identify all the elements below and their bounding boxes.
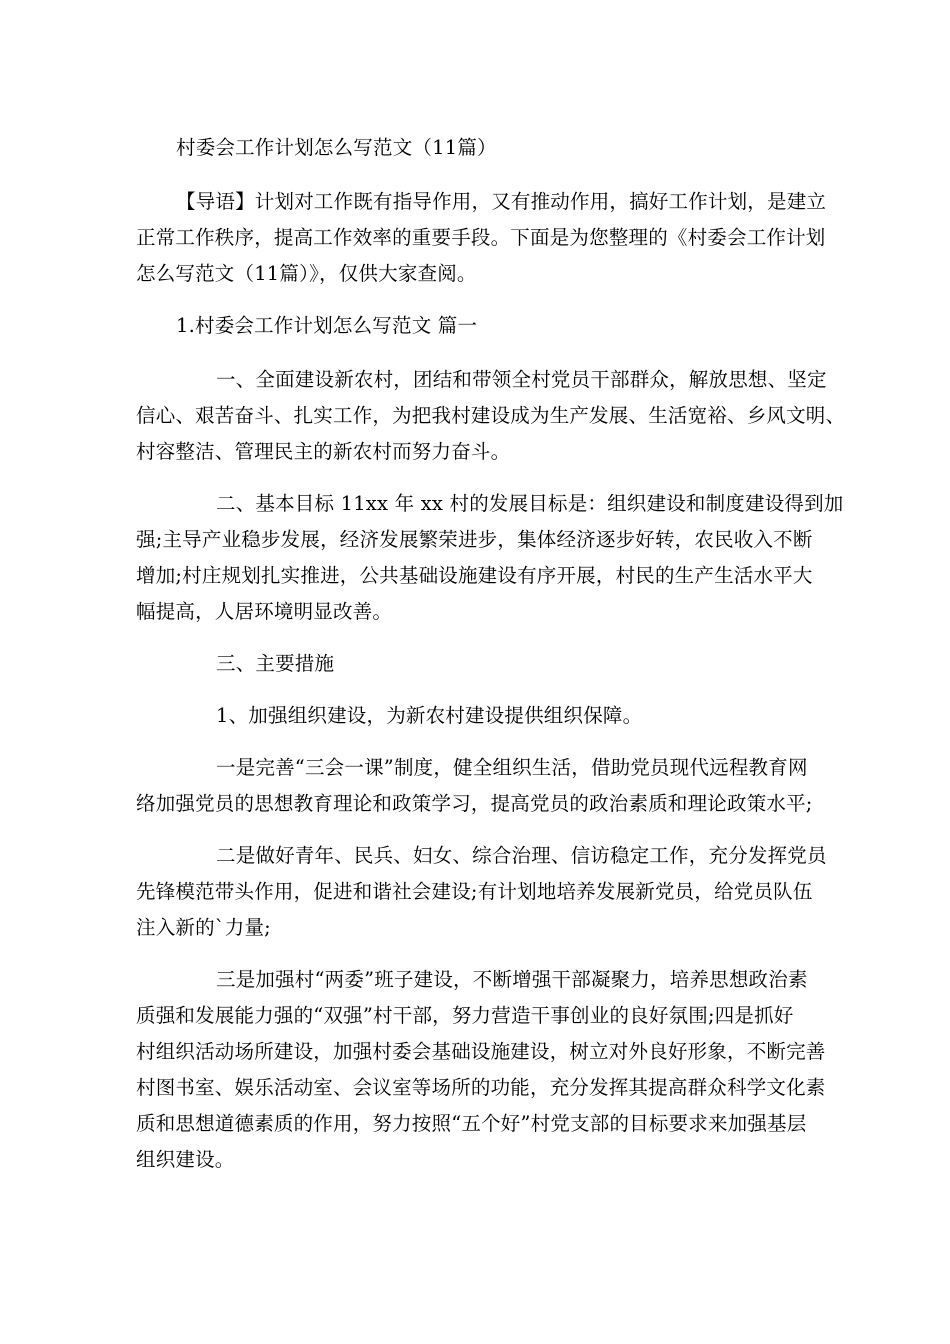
document-title: 村委会工作计划怎么写范文（11篇） [176,136,497,159]
paragraph-line: 1、加强组织建设，为新农村建设提供组织保障。 [216,704,643,727]
paragraph-line: 增加;村庄规划扎实推进，公共基础设施建设有序开展，村民的生产生活水平大 [136,564,813,587]
section-heading: 1.村委会工作计划怎么写范文 篇一 [176,314,478,337]
paragraph-line: 信心、艰苦奋斗、扎实工作，为把我村建设成为生产发展、生活宽裕、乡风文明、 [136,404,846,427]
paragraph-line: 质强和发展能力强的“双强”村干部，努力营造干事创业的良好氛围;四是抓好 [136,1004,794,1027]
paragraph-line: 质和思想道德素质的作用，努力按照“五个好”村党支部的目标要求来加强基层 [136,1112,807,1135]
subheading: 三、主要措施 [216,652,335,675]
paragraph-line: 一、全面建设新农村，团结和带领全村党员干部群众，解放思想、坚定 [216,368,827,391]
paragraph-line: 强;主导产业稳步发展，经济发展繁荣进步，集体经济逐步好转，农民收入不断 [136,528,813,551]
paragraph-line: 组织建设。 [136,1148,235,1171]
paragraph-line: 村容整洁、管理民主的新农村而努力奋斗。 [136,440,511,463]
paragraph-line: 三是加强村“两委”班子建设，不断增强干部凝聚力，培养思想政治素 [216,968,808,991]
paragraph-line: 先锋模范带头作用，促进和谐社会建设;有计划地培养发展新党员，给党员队伍 [136,880,813,903]
paragraph-line: 注入新的`力量; [136,916,271,939]
paragraph-line: 一是完善“三会一课”制度，健全组织生活，借助党员现代远程教育网 [216,756,808,779]
paragraph-line: 二是做好青年、民兵、妇女、综合治理、信访稳定工作，充分发挥党员 [216,844,827,867]
paragraph-line: 络加强党员的思想教育理论和政策学习，提高党员的政治素质和理论政策水平; [136,792,813,815]
intro-line: 怎么写范文（11篇）》，仅供大家查阅。 [136,262,477,285]
paragraph-line: 村组织活动场所建设，加强村委会基础设施建设，树立对外良好形象，不断完善 [136,1040,826,1063]
intro-line: 正常工作秩序，提高工作效率的重要手段。下面是为您整理的《村委会工作计划 [136,226,826,249]
paragraph-line: 幅提高，人居环境明显改善。 [136,600,393,623]
paragraph-line: 二、基本目标 11xx 年 xx 村的发展目标是：组织建设和制度建设得到加 [216,492,844,515]
paragraph-line: 村图书室、娱乐活动室、会议室等场所的功能，充分发挥其提高群众科学文化素 [136,1076,826,1099]
intro-line: 【导语】计划对工作既有指导作用，又有推动作用，搞好工作计划，是建立 [176,190,827,213]
